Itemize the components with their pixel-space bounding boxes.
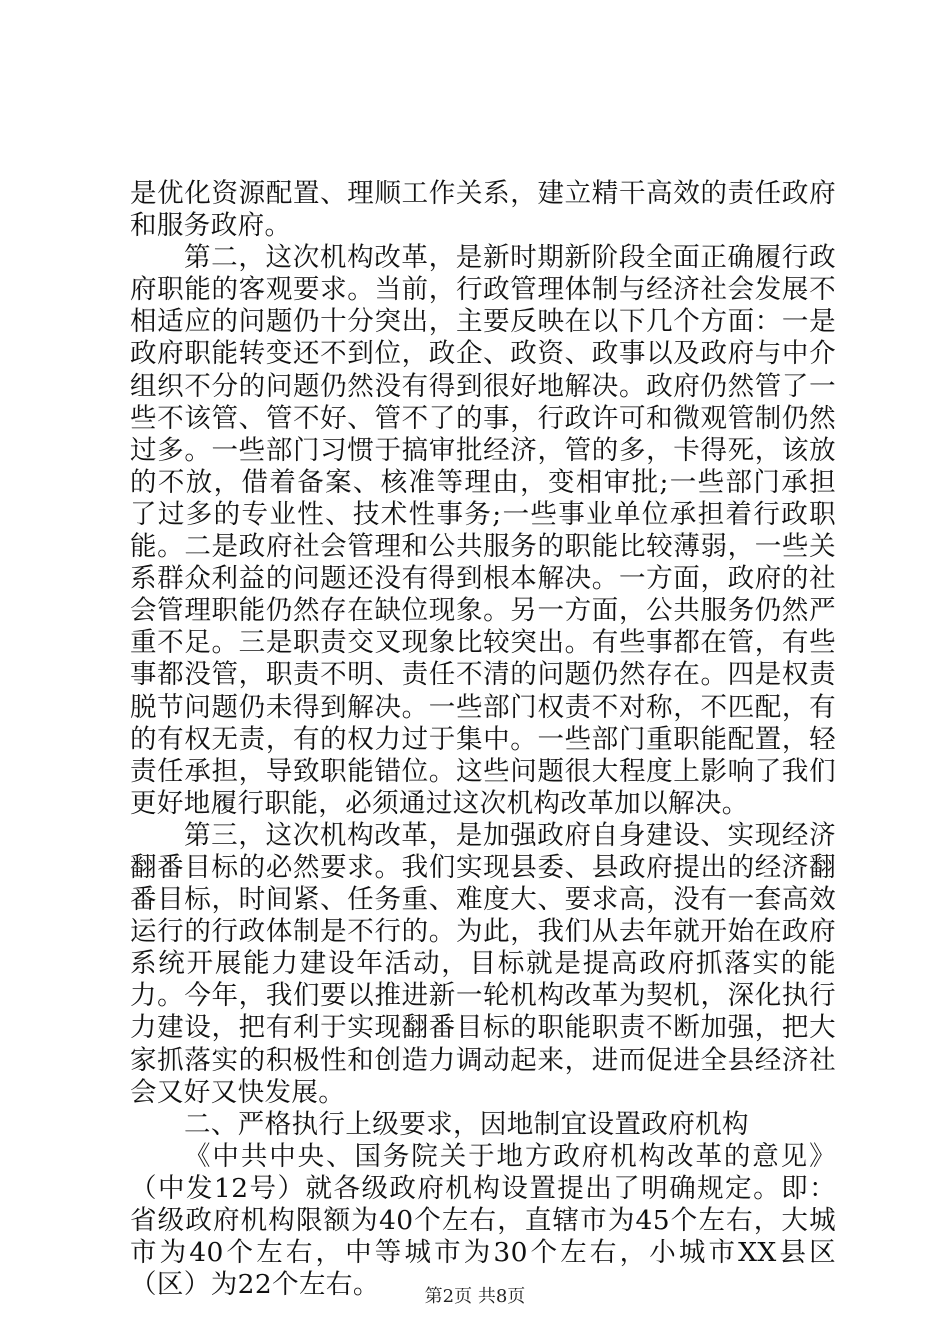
document-body (130, 178, 836, 1301)
section-heading: 二、严格执行上级要求，因地制宜设置政府机构 (184, 1108, 749, 1140)
paragraph-second-point: 第二，这次机构改革，是新时期新阶段全面正确履行政府职能的客观要求。当前，行政管理体制与经济社会发展不相适应的问题仍十分突出，主要反映在以下几个方面：一是政府职能转变还不到位，政企、政资、政事以及政府与中介组织不分的问题仍然没有得到很好地解决。政府仍然管了一些不该管、管不好、管不了的事，行政许可和微观管制仍然过多。一些部门习惯于搞审批经济，管的多，卡得死，该放的不放，借着备案、核准等理由，变相审批;一些部门承担了过多的专业性、技术性事务;一些事业单位承担着行政职能。二是政府社会管理和公共服务的职能比较薄弱，一些关系群众利益的问题还没有得到根本解决。一方面，政府的社会管理职能仍然存在缺位现象。另一方面，公共服务仍然严重不足。三是职责交叉现象比较突出。有些事都在管，有些事都没管，职责不明、责任不清的问题仍然存在。四是权责脱节问题仍未得到解决。一些部门权责不对称，不匹配，有的有权无责，有的权力过于集中。一些部门重职能配置，轻责任承担，导致职能错位。这些问题很大程度上影响了我们更好地履行职能，必须通过这次机构改革加以解决。 (130, 242, 836, 819)
page-number-footer: 第2页 共8页 (424, 1286, 526, 1307)
paragraph-continuation: 是优化资源配置、理顺工作关系，建立精干高效的责任政府和服务政府。 (130, 178, 836, 242)
paragraph-central-opinion: 《中共中央、国务院关于地方政府机构改革的意见》（中发12号）就各级政府机构设置提出了明确规定。即：省级政府机构限额为40个左右，直辖市为45个左右，大城市为40个左右，中等城市为30个左右，小城市XX县区（区）为22个左右。 (130, 1140, 836, 1301)
paragraph-third-point: 第三，这次机构改革，是加强政府自身建设、实现经济翻番目标的必然要求。我们实现县委、县政府提出的经济翻番目标，时间紧、任务重、难度大、要求高，没有一套高效运行的行政体制是不行的。为此，我们从去年就开始在政府系统开展能力建设年活动，目标就是提高政府抓落实的能力。今年，我们要以推进新一轮机构改革为契机，深化执行力建设，把有利于实现翻番目标的职能职责不断加强，把大家抓落实的积极性和创造力调动起来，进而促进全县经济社会又好又快发展。 (130, 819, 836, 1108)
